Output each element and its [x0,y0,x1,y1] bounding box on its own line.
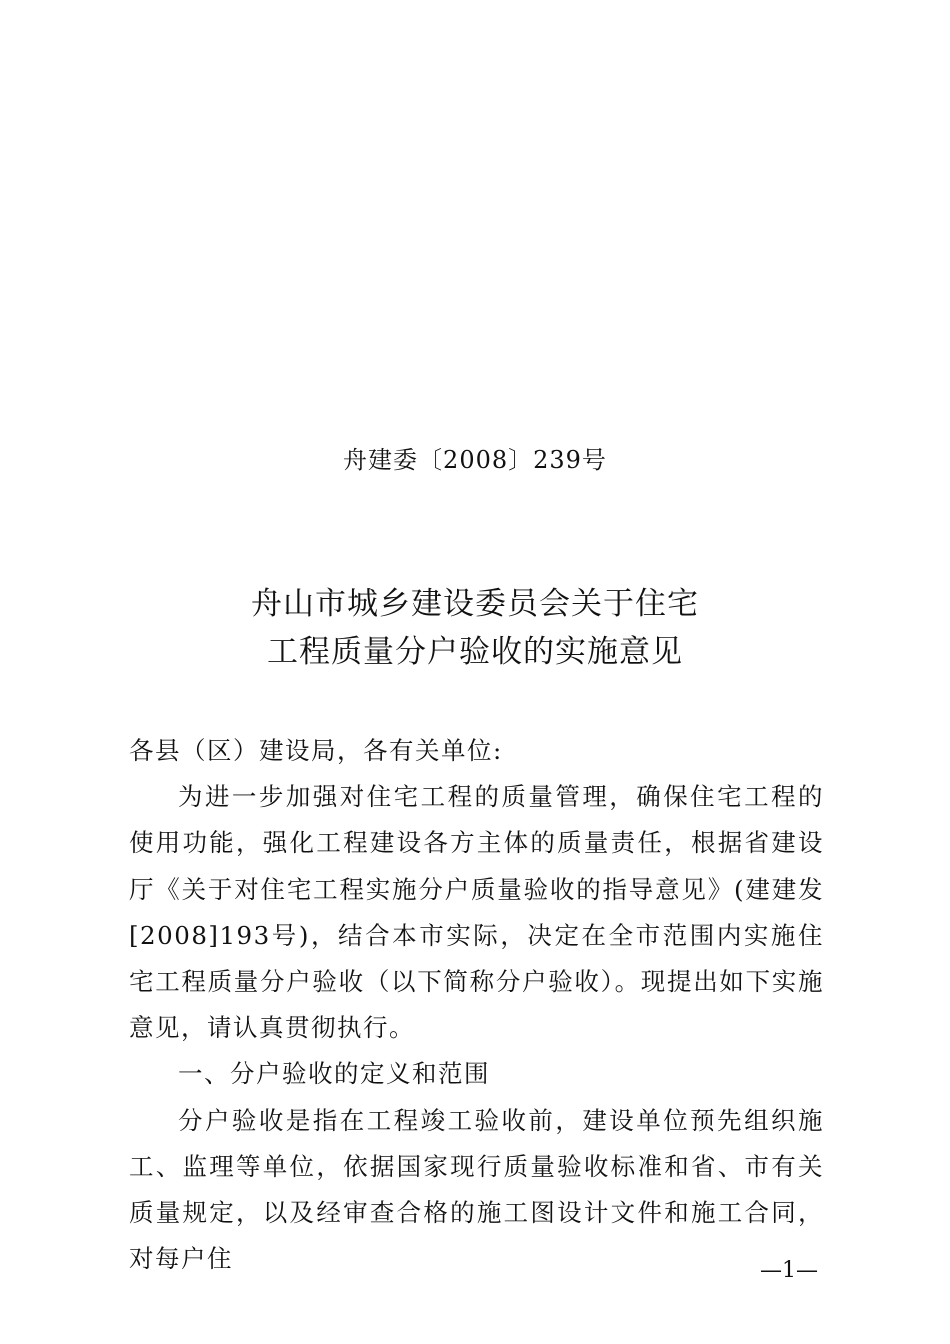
section-heading-1: 一、分户验收的定义和范围 [178,1059,490,1089]
page-number: —1— [760,1258,818,1283]
paragraph-definition: 分户验收是指在工程竣工验收前，建设单位预先组织施工、监理等单位，依据国家现行质量验收标准和省、市有关质量规定，以及经审查合格的施工图设计文件和施工合同，对每户住 [129,1105,824,1274]
title-line-1: 舟山市城乡建设委员会关于住宅 [251,586,699,622]
paragraph-intro: 为进一步加强对住宅工程的质量管理，确保住宅工程的使用功能，强化工程建设各方主体的质量责任，根据省建设厅《关于对住宅工程实施分户质量验收的指导意见》(建建发[2008]193号)，结合本市实际，决定在全市范围内实施住宅工程质量分户验收（以下简称分户验收）。现提出如下实施意见，请认真贯彻执行。 [129,782,824,1043]
document-body [129,728,824,1282]
document-title [0,580,950,676]
document-number: 舟建委〔2008〕239号 [343,446,607,474]
salutation: 各县（区）建设局，各有关单位: [129,736,503,765]
title-line-2: 工程质量分户验收的实施意见 [267,634,683,670]
